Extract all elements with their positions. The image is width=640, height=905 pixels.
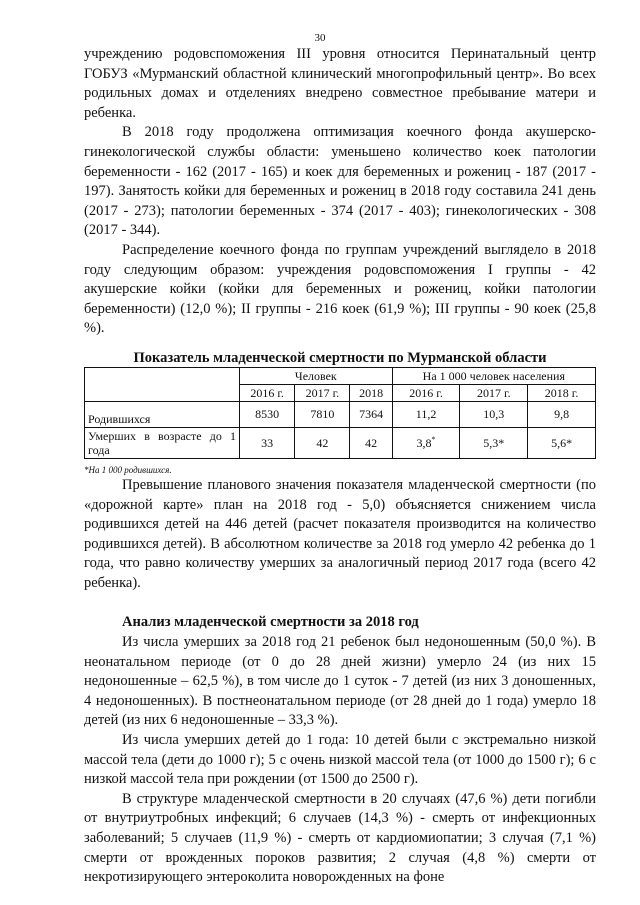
table-row	[85, 427, 596, 458]
paragraph-1: учреждению родовспоможения III уровня относится Перинатальный центр ГОБУЗ «Мурманский областной клинический многопрофильный центр». Во всех родильных домах и отделениях внедрено совместное пребывание матери и ребенка.	[84, 46, 596, 121]
table-cell: 5,6*	[528, 427, 596, 458]
section-paragraph-3: В структуре младенческой смертности в 20 случаях (47,6 %) дети погибли от внутриутробных инфекций; 6 случаев (14,3 %) - смерть от инфекционных заболеваний; 5 случаев (11,9 %) - смерть от кардиомиопатии; 3 случая (7,1 %) смерти от врожденных пороков развития; 2 случая (4,8 %) смерти от некротизирующего энтероколита новорожденных на фоне	[84, 790, 596, 886]
header-year: 2018	[350, 384, 392, 401]
header-year: 2017 г.	[460, 384, 528, 401]
header-year: 2016 г.	[240, 384, 295, 401]
header-people: Человек	[240, 367, 393, 384]
infant-mortality-table	[84, 367, 596, 459]
table-header-row-1	[85, 367, 596, 384]
header-year: 2017 г.	[295, 384, 350, 401]
table-cell: 9,8	[528, 401, 596, 427]
paragraph-2: В 2018 году продолжена оптимизация коечного фонда акушерско-гинекологической службы области: уменьшено количество коек патологии беременности - 162 (2017 - 165) и коек для беременных и рожениц - 187 (2017 - 197). Занятость койки для беременных и рожениц в 2018 году составила 241 день (2017 - 273); патологии беременных - 374 (2017 - 403); гинекологических - 308 (2017 - 344).	[84, 124, 596, 239]
header-per-1000: На 1 000 человек населения	[392, 367, 595, 384]
table-title: Показатель младенческой смертности по Мурманской области	[133, 349, 547, 366]
header-year: 2018 г.	[528, 384, 596, 401]
table-cell: 42	[295, 427, 350, 458]
paragraph-4: Превышение планового значения показателя младенческой смертности (по «дорожной карте» план на 2018 год - 5,0) объясняется снижением числа родившихся детей на 446 детей (расчет показателя производится на количество родившихся детей). В абсолютном количестве за 2018 год умерло 42 ребенка до 1 года, что равно количеству умерших за аналогичный период 2017 года (всего 42 ребенка).	[84, 476, 596, 591]
table-cell	[392, 427, 460, 458]
table-cell: 33	[240, 427, 295, 458]
table-cell: 10,3	[460, 401, 528, 427]
paragraph-3: Распределение коечного фонда по группам учреждений выглядело в 2018 году следующим образом: учреждения родовспоможения I группы - 42 акушерские койки (койки для беременных и рожениц, койки патологии беременности) (12,0 %); II группы - 216 коек (61,9 %); III группы - 90 коек (25,8 %).	[84, 241, 596, 337]
table-cell-value: 3,8	[416, 435, 432, 450]
table-cell: 42	[350, 427, 392, 458]
row-label: Родившихся	[85, 401, 240, 427]
table-corner-cell	[85, 367, 240, 401]
table-cell: 8530	[240, 401, 295, 427]
header-year: 2016 г.	[392, 384, 460, 401]
table-cell: 11,2	[392, 401, 460, 427]
document-body	[84, 45, 596, 888]
page-number: 30	[314, 32, 326, 44]
row-label: Умерших в возрасте до 1 года	[85, 427, 240, 458]
section-paragraph-2: Из числа умерших детей до 1 года: 10 детей были с экстремально низкой массой тела (дети до 1000 г); 5 с очень низкой массой тела (от 1000 до 1500 г); 6 с низкой массой тела при рождении (от 1500 до 2500 г).	[84, 732, 596, 788]
section-heading: Анализ младенческой смертности за 2018 год	[122, 614, 419, 631]
table-footnote: *На 1 000 родившихся.	[84, 464, 172, 475]
footnote-mark: *	[431, 434, 436, 444]
table-cell: 5,3*	[460, 427, 528, 458]
section-paragraph-1: Из числа умерших за 2018 год 21 ребенок был недоношенным (50,0 %). В неонатальном периоде (от 0 до 28 дней жизни) умерло 24 (из них 15 недоношенные – 62,5 %), в том числе до 1 суток - 7 детей (из них 3 доношенных, 4 недоношенных). В постнеонатальном периоде (от 28 дней до 1 года) умерло 18 детей (из них 6 недоношенные – 33,3 %).	[84, 634, 596, 729]
table-cell: 7364	[350, 401, 392, 427]
table-cell: 7810	[295, 401, 350, 427]
table-row	[85, 401, 596, 427]
